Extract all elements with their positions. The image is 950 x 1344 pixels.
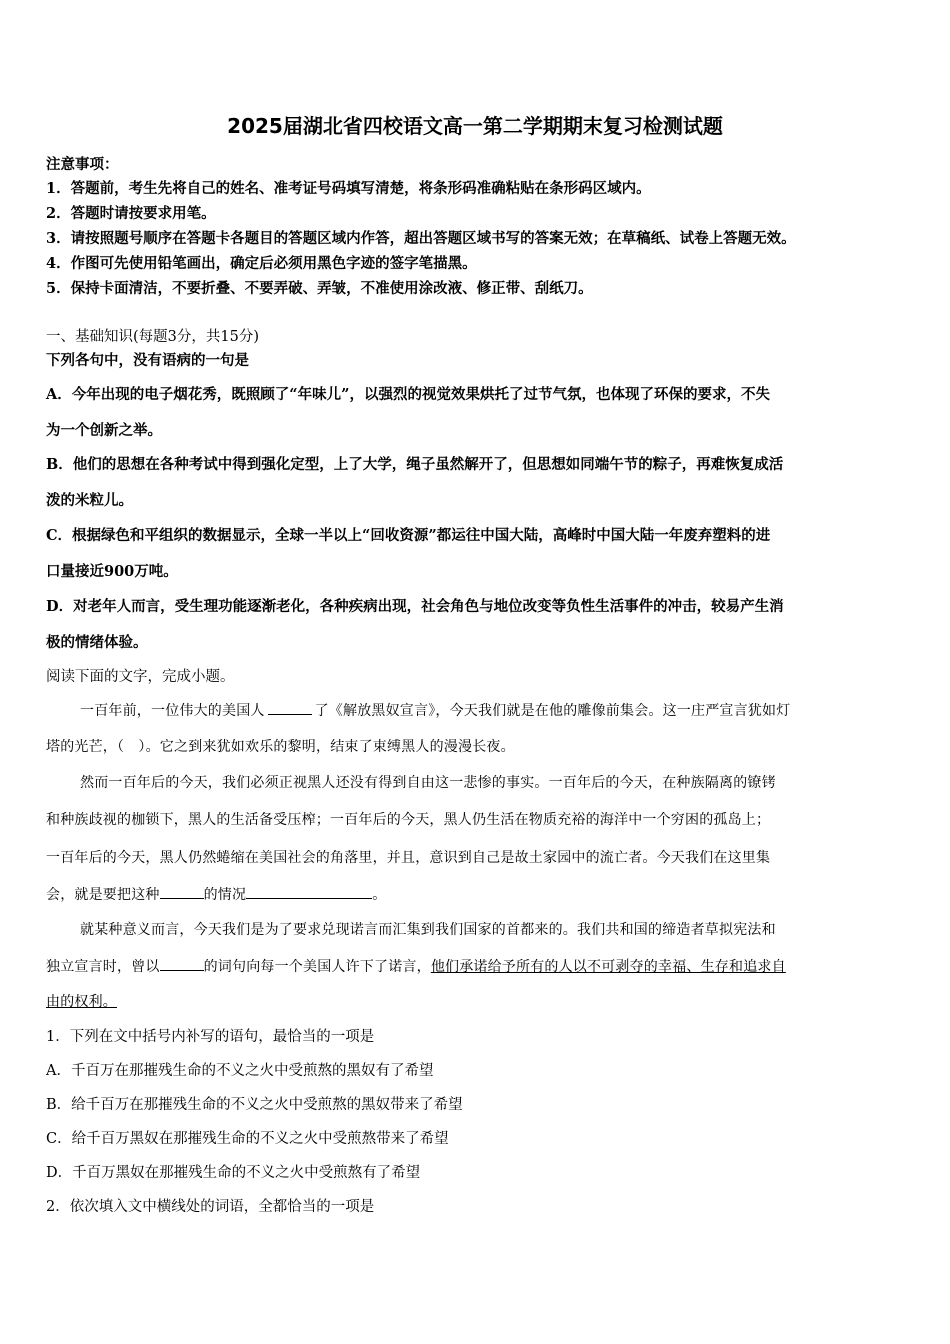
reading-intro: 阅读下面的文字，完成小题。 — [46, 669, 235, 685]
notice-item-4: 4．作图可先使用铅笔画出，确定后必须用黑色字迹的签字笔描黑。 — [46, 255, 477, 272]
passage-p2-line1: 然而一百年后的今天，我们必须正视黑人还没有得到自由这一悲惨的事实。一百年后的今天，在种族隔离的镣铐 — [80, 775, 776, 791]
passage-p3-line3: 由的权利。 — [46, 994, 117, 1010]
q1-option-c: C．给千百万黑奴在那摧残生命的不义之火中受煎熬带来了希望 — [46, 1131, 449, 1147]
blank-4 — [160, 956, 204, 971]
question-stem: 下列各句中，没有语病的一句是 — [46, 352, 249, 369]
notice-item-5: 5．保持卡面清洁，不要折叠、不要弄破、弄皱，不准使用涂改液、修正带、刮纸刀。 — [46, 280, 593, 297]
option-c-line1: C．根据绿色和平组织的数据显示，全球一半以上“回收资源”都运往中国大陆，高峰时中国大陆一年废弃塑料的进 — [46, 527, 771, 544]
section-heading: 一、基础知识(每题3分，共15分) — [46, 329, 259, 345]
notice-heading: 注意事项： — [46, 156, 119, 173]
passage-p3-line2: 独立宣言时，曾以 的词句向每一个美国人许下了诺言，他们承诺给予所有的人以不可剥夺的幸福、生存和追求自 — [46, 956, 908, 978]
q2-stem: 2．依次填入文中横线处的词语，全都恰当的一项是 — [46, 1199, 375, 1215]
passage-p3-line1: 就某种意义而言，今天我们是为了要求兑现诺言而汇集到我们国家的首都来的。我们共和国的缔造者草拟宪法和 — [80, 922, 776, 938]
blank-3 — [246, 884, 372, 899]
q1-option-b: B．给千百万在那摧残生命的不义之火中受煎熬的黑奴带来了希望 — [46, 1097, 463, 1113]
option-b-line2: 泼的米粒儿。 — [46, 492, 133, 509]
underlined-sentence: 他们承诺给予所有的人以不可剥夺的幸福、生存和追求自 — [430, 959, 786, 975]
notice-item-3: 3．请按照题号顺序在答题卡各题目的答题区域内作答，超出答题区域书写的答案无效；在草稿纸、试卷上答题无效。 — [46, 230, 796, 247]
option-c-line2: 口量接近900万吨。 — [46, 563, 178, 580]
passage-p2-line3: 一百年后的今天，黑人仍然蜷缩在美国社会的角落里，并且，意识到自己是故土家园中的流亡者。今天我们在这里集 — [46, 850, 771, 866]
option-d-line2: 极的情绪体验。 — [46, 634, 148, 651]
q1-stem: 1．下列在文中括号内补写的语句，最恰当的一项是 — [46, 1029, 375, 1045]
passage-p1-line1: 一百年前，一位伟大的美国人 了《解放黑奴宣言》，今天我们就是在他的雕像前集会。这一庄严宣言犹如灯 — [80, 700, 908, 722]
option-a-line1: A．今年出现的电子烟花秀，既照顾了“年味儿”，以强烈的视觉效果烘托了过节气氛，也体现了环保的要求，不失 — [46, 386, 770, 403]
option-a-line2: 为一个创新之举。 — [46, 422, 162, 439]
passage-p2-line2: 和种族歧视的枷锁下，黑人的生活备受压榨；一百年后的今天，黑人仍生活在物质充裕的海洋中一个穷困的孤岛上； — [46, 812, 771, 828]
page-title: 2025届湖北省四校语文高一第二学期期末复习检测试题 — [227, 114, 723, 138]
option-b-line1: B．他们的思想在各种考试中得到强化定型，上了大学，绳子虽然解开了，但思想如同端午节的粽子，再难恢复成活 — [46, 456, 784, 473]
blank-2 — [160, 884, 204, 899]
notice-item-2: 2．答题时请按要求用笔。 — [46, 205, 216, 222]
passage-p1-line2: 塔的光芒，（ ）。它之到来犹如欢乐的黎明，结束了束缚黑人的漫漫长夜。 — [46, 739, 515, 755]
blank-1 — [268, 700, 312, 715]
q1-option-d: D．千百万黑奴在那摧残生命的不义之火中受煎熬有了希望 — [46, 1165, 421, 1181]
option-d-line1: D．对老年人而言，受生理功能逐渐老化，各种疾病出现，社会角色与地位改变等负性生活事件的冲击，较易产生消 — [46, 598, 784, 615]
passage-p2-line4: 会，就是要把这种 的情况 。 — [46, 884, 908, 906]
notice-item-1: 1．答题前，考生先将自己的姓名、准考证号码填写清楚，将条形码准确粘贴在条形码区域内。 — [46, 180, 651, 197]
q1-option-a: A．千百万在那摧残生命的不义之火中受煎熬的黑奴有了希望 — [46, 1063, 434, 1079]
